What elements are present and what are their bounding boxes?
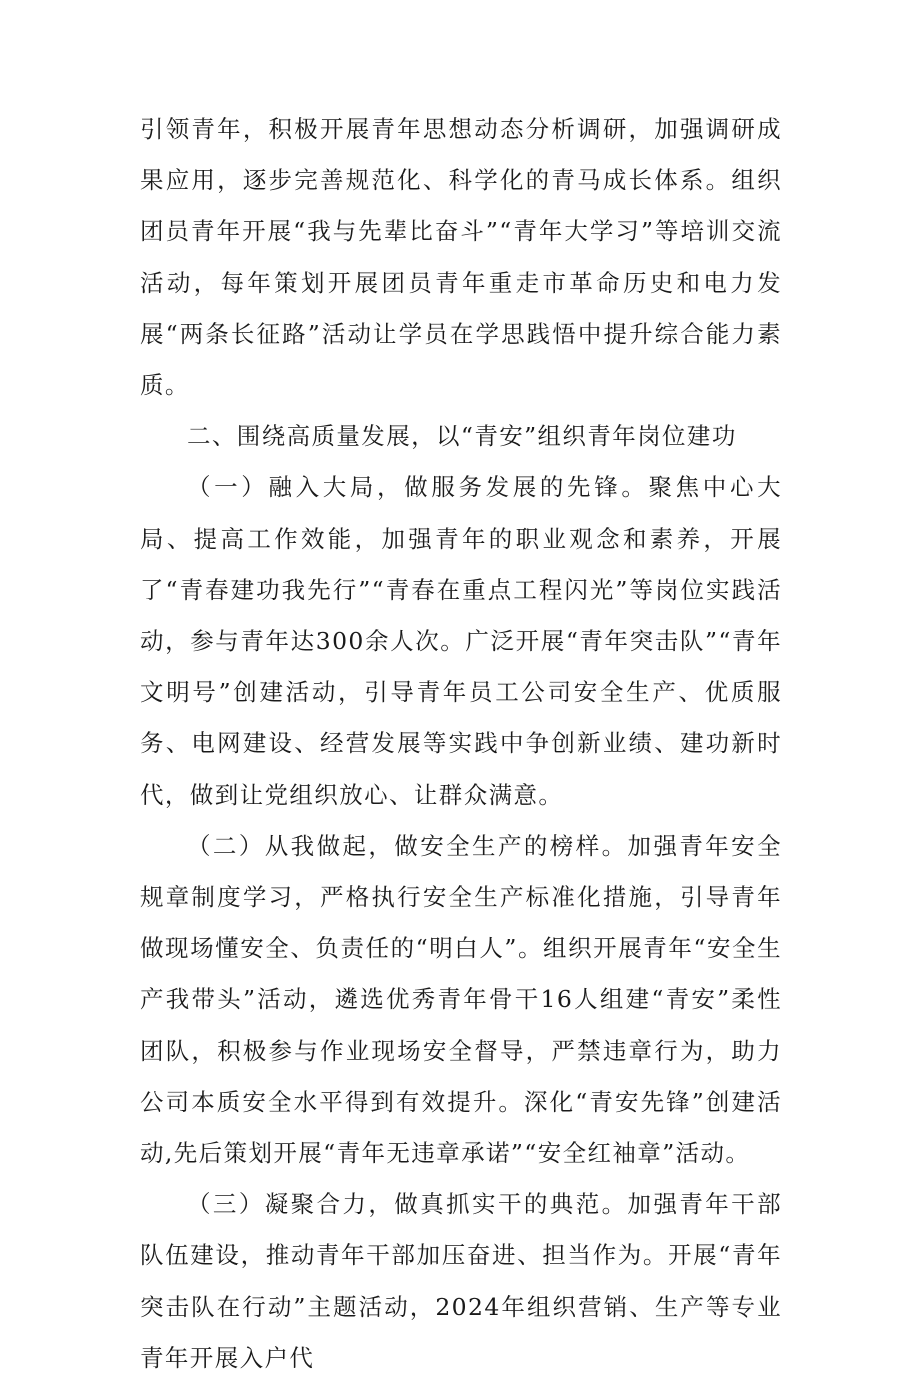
document-body xyxy=(140,104,782,1384)
paragraph-item-1: （一）融入大局，做服务发展的先锋。聚焦中心大局、提高工作效能，加强青年的职业观念和素养，开展了“青春建功我先行”“青春在重点工程闪光”等岗位实践活动，参与青年达300余人次。广泛开展“青年突击队”“青年文明号”创建活动，引导青年员工公司安全生产、优质服务、电网建设、经营发展等实践中争创新业绩、建功新时代，做到让党组织放心、让群众满意。 xyxy=(140,473,782,809)
paragraph-continuation: 引领青年，积极开展青年思想动态分析调研，加强调研成果应用，逐步完善规范化、科学化的青马成长体系。组织团员青年开展“我与先辈比奋斗”“青年大学习”等培训交流活动，每年策划开展团员青年重走市革命历史和电力发展“两条长征路”活动让学员在学思践悟中提升综合能力素质。 xyxy=(140,115,782,400)
paragraph-item-3: （三）凝聚合力，做真抓实干的典范。加强青年干部队伍建设，推动青年干部加压奋进、担当作为。开展“青年突击队在行动”主题活动，2024年组织营销、生产等专业青年开展入户代 xyxy=(140,1190,782,1372)
section-heading: 二、围绕高质量发展，以“青安”组织青年岗位建功 xyxy=(187,422,737,451)
paragraph-item-2: （二）从我做起，做安全生产的榜样。加强青年安全规章制度学习，严格执行安全生产标准化措施，引导青年做现场懂安全、负责任的“明白人”。组织开展青年“安全生产我带头”活动，遴选优秀青年骨干16人组建“青安”柔性团队，积极参与作业现场安全督导，严禁违章行为，助力公司本质安全水平得到有效提升。深化“青安先锋”创建活动,先后策划开展“青年无违章承诺”“安全红袖章”活动。 xyxy=(140,831,782,1168)
